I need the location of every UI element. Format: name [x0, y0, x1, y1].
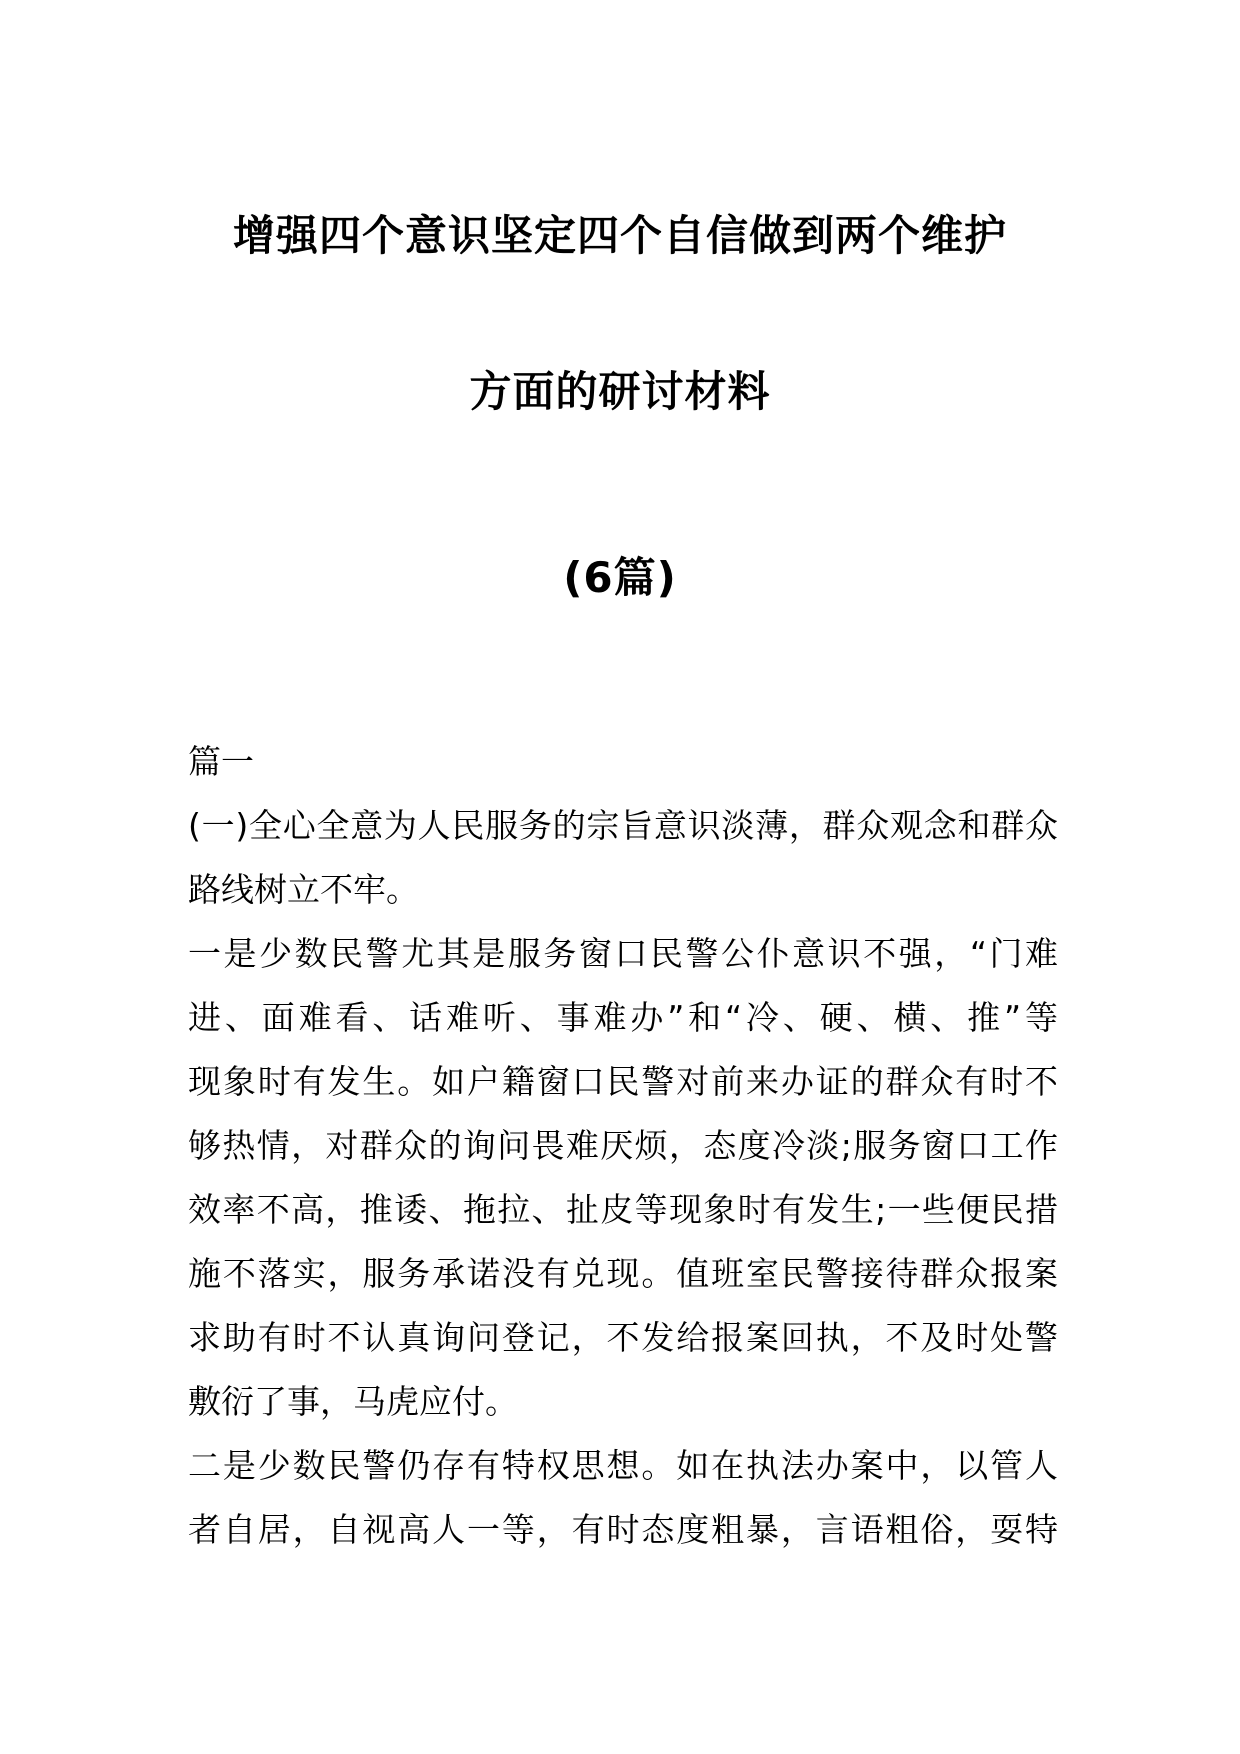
document-count-label: (6篇) [563, 553, 677, 602]
body-line: 二是少数民警仍存有特权思想。如在执法办案中，以管人 [188, 1446, 1058, 1485]
body-line: 进、面难看、话难听、事难办”和“冷、硬、横、推”等 [188, 998, 1058, 1037]
section-heading: 篇一 [188, 742, 254, 781]
document-title-line-1: 增强四个意识坚定四个自信做到两个维护 [232, 211, 1007, 260]
body-line: 现象时有发生。如户籍窗口民警对前来办证的群众有时不 [188, 1062, 1058, 1101]
body-line: 效率不高，推诿、拖拉、扯皮等现象时有发生;一些便民措 [188, 1190, 1058, 1229]
body-line: 者自居，自视高人一等，有时态度粗暴，言语粗俗，耍特 [188, 1510, 1058, 1549]
body-line: (一)全心全意为人民服务的宗旨意识淡薄，群众观念和群众 [188, 806, 1058, 845]
document-title-line-2: 方面的研讨材料 [469, 367, 771, 416]
body-line: 求助有时不认真询问登记，不发给报案回执，不及时处警 [188, 1318, 1058, 1357]
body-line: 够热情，对群众的询问畏难厌烦，态度冷淡;服务窗口工作 [188, 1126, 1058, 1165]
body-line: 施不落实，服务承诺没有兑现。值班室民警接待群众报案 [188, 1254, 1058, 1293]
body-line: 敷衍了事，马虎应付。 [188, 1382, 518, 1421]
body-line: 路线树立不牢。 [188, 870, 419, 909]
document-body [188, 730, 1058, 1562]
body-line: 一是少数民警尤其是服务窗口民警公仆意识不强，“门难 [188, 934, 1058, 973]
